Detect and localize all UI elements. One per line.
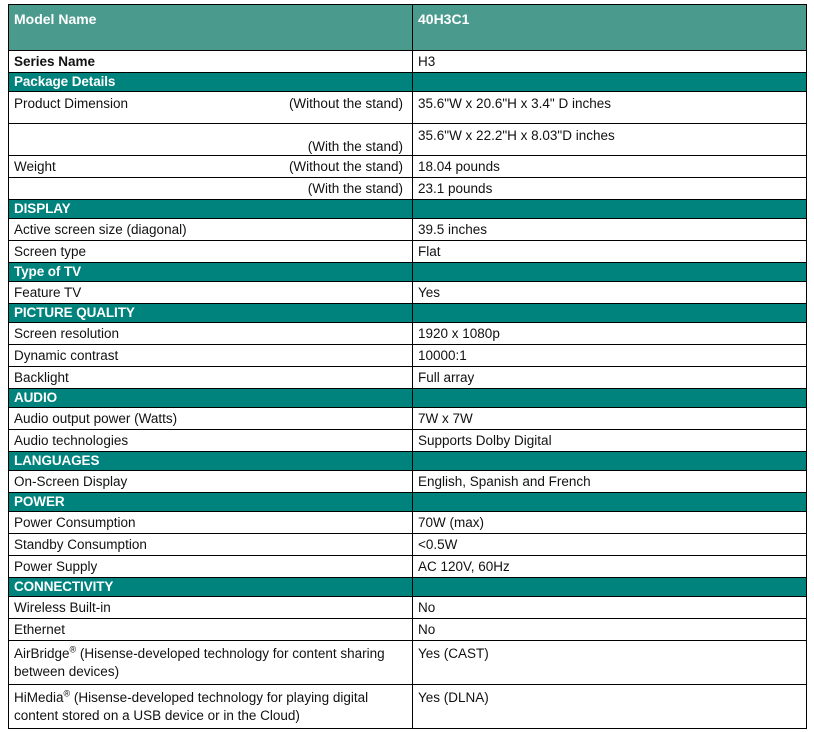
row-label: Standby Consumption: [14, 536, 147, 552]
row-value: Supports Dolby Digital: [413, 430, 807, 452]
table-row: [9, 641, 807, 685]
row-label-cell: [9, 408, 413, 430]
table-row-model-name: [9, 5, 807, 51]
table-row: [9, 178, 807, 200]
row-value: Yes: [413, 282, 807, 304]
specification-table: [8, 4, 807, 729]
row-value: AC 120V, 60Hz: [413, 556, 807, 578]
section-header-audio: [9, 389, 807, 408]
table-row: [9, 512, 807, 534]
table-row: [9, 323, 807, 345]
row-label: Ethernet: [14, 621, 66, 637]
row-value: 35.6"W x 20.6"H x 3.4" D inches: [413, 92, 807, 124]
section-header-label: POWER: [9, 493, 413, 512]
table-row: [9, 367, 807, 389]
row-label: Dynamic contrast: [14, 347, 119, 363]
row-value: 23.1 pounds: [413, 178, 807, 200]
label-qualifier-group: [14, 128, 407, 155]
row-label-cell: [9, 92, 413, 124]
section-header-spacer: [413, 493, 807, 512]
section-header-label: CONNECTIVITY: [9, 578, 413, 597]
row-label: On-Screen Display: [14, 473, 128, 489]
row-label: Screen resolution: [14, 325, 120, 341]
row-label: HiMedia® (Hisense-developed technology for playing digital content stored on a USB device or in the Cloud): [14, 688, 369, 724]
row-value: 35.6"W x 22.2"H x 8.03"D inches: [413, 124, 807, 156]
row-qualifier: (Without the stand): [288, 96, 403, 111]
table-row-series-name: [9, 51, 807, 73]
row-label-cell: [9, 641, 413, 685]
section-header-connectivity: [9, 578, 807, 597]
row-qualifier: (Without the stand): [288, 158, 403, 174]
row-label-cell: [9, 323, 413, 345]
table-row: [9, 597, 807, 619]
section-header-type-of-tv: [9, 263, 807, 282]
section-header-spacer: [413, 578, 807, 597]
section-header-spacer: [413, 452, 807, 471]
row-label-cell: [9, 471, 413, 493]
row-label: Power Consumption: [14, 514, 136, 530]
row-label-cell: [9, 534, 413, 556]
table-row: [9, 219, 807, 241]
row-value: 10000:1: [413, 345, 807, 367]
row-value: Flat: [413, 241, 807, 263]
row-label-cell: [9, 282, 413, 304]
section-header-label: AUDIO: [9, 389, 413, 408]
row-label: Active screen size (diagonal): [14, 221, 187, 237]
row-label-cell: [9, 241, 413, 263]
table-row: [9, 282, 807, 304]
table-row: [9, 534, 807, 556]
section-header-spacer: [413, 263, 807, 282]
row-qualifier: (With the stand): [307, 139, 403, 155]
series-name-label: Series Name: [9, 51, 413, 73]
label-qualifier-group: [14, 96, 407, 112]
row-value: English, Spanish and French: [413, 471, 807, 493]
row-value: 7W x 7W: [413, 408, 807, 430]
registered-trademark-icon: ®: [69, 644, 77, 655]
model-name-label: Model Name: [9, 5, 413, 51]
row-value: <0.5W: [413, 534, 807, 556]
section-header-label: PICTURE QUALITY: [9, 304, 413, 323]
row-label-cell: [9, 178, 413, 200]
row-value: 39.5 inches: [413, 219, 807, 241]
section-header-spacer: [413, 73, 807, 92]
row-label: Wireless Built-in: [14, 599, 111, 615]
section-header-languages: [9, 452, 807, 471]
model-name-value: 40H3C1: [413, 5, 807, 51]
section-header-spacer: [413, 389, 807, 408]
row-label-cell: [9, 512, 413, 534]
section-header-label: Type of TV: [9, 263, 413, 282]
table-row: [9, 124, 807, 156]
row-label-cell: [9, 367, 413, 389]
section-header-spacer: [413, 304, 807, 323]
table-row: [9, 619, 807, 641]
row-label: Weight: [14, 158, 56, 174]
table-row: [9, 685, 807, 729]
row-label-cell: [9, 124, 413, 156]
table-row: [9, 92, 807, 124]
specification-table-body: [9, 5, 807, 729]
section-header-spacer: [413, 200, 807, 219]
row-label: Audio output power (Watts): [14, 410, 178, 426]
table-row: [9, 345, 807, 367]
table-row: [9, 430, 807, 452]
section-header-label: LANGUAGES: [9, 452, 413, 471]
table-row: [9, 408, 807, 430]
row-value: No: [413, 619, 807, 641]
section-header-power: [9, 493, 807, 512]
label-qualifier-group: [14, 181, 407, 197]
row-qualifier: (With the stand): [307, 180, 403, 196]
row-value: 18.04 pounds: [413, 156, 807, 178]
row-label-cell: [9, 219, 413, 241]
row-label: Backlight: [14, 369, 69, 385]
row-value: 1920 x 1080p: [413, 323, 807, 345]
row-label: Audio technologies: [14, 432, 129, 448]
table-row: [9, 241, 807, 263]
row-value: Yes (DLNA): [413, 685, 807, 729]
section-header-display: [9, 200, 807, 219]
row-label: Feature TV: [14, 284, 82, 300]
registered-trademark-icon: ®: [63, 688, 71, 699]
section-header-label: DISPLAY: [9, 200, 413, 219]
row-label-cell: [9, 430, 413, 452]
row-label-cell: [9, 556, 413, 578]
row-label: AirBridge® (Hisense-developed technology for content sharing between devices): [14, 644, 385, 680]
section-header-package-details: [9, 73, 807, 92]
section-header-picture-quality: [9, 304, 807, 323]
row-label-cell: [9, 345, 413, 367]
table-row: [9, 556, 807, 578]
series-name-value: H3: [413, 51, 807, 73]
row-label-cell: [9, 597, 413, 619]
row-label: Power Supply: [14, 558, 98, 574]
row-label-cell: [9, 685, 413, 729]
section-header-label: Package Details: [9, 73, 413, 92]
row-label: Screen type: [14, 243, 87, 259]
row-value: No: [413, 597, 807, 619]
row-label-cell: [9, 156, 413, 178]
table-row: [9, 471, 807, 493]
row-value: Full array: [413, 367, 807, 389]
row-label: Product Dimension: [14, 96, 129, 111]
label-qualifier-group: [14, 159, 407, 175]
table-row: [9, 156, 807, 178]
row-value: 70W (max): [413, 512, 807, 534]
row-value: Yes (CAST): [413, 641, 807, 685]
row-label-cell: [9, 619, 413, 641]
